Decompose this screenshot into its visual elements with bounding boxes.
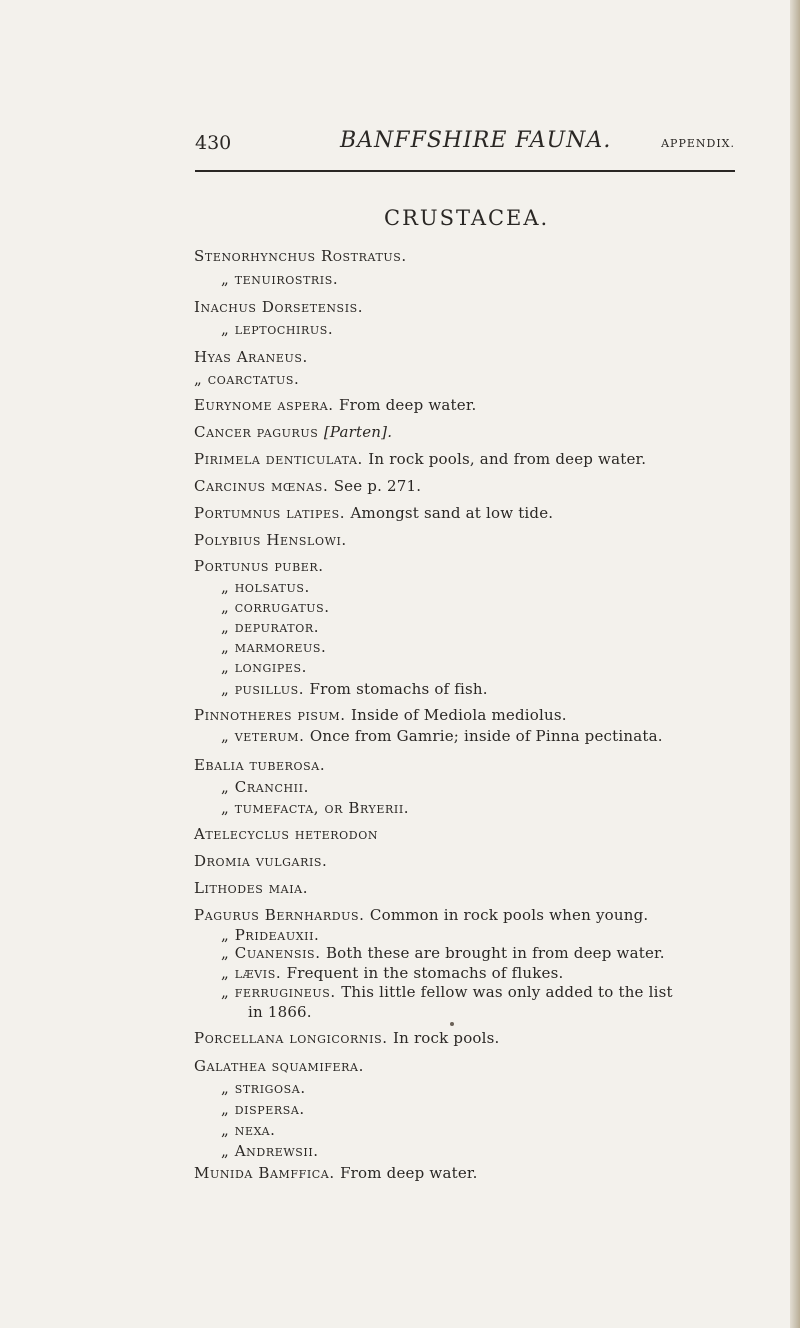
list-line [194,1029,500,1047]
section-heading: CRUSTACEA. [384,206,550,230]
list-line [194,756,325,774]
species-name: „ depurator. [221,618,320,636]
species-note: In rock pools, and from deep water. [368,450,647,468]
species-name: „ pusillus. [221,680,305,698]
species-name: „ Andrewsii. [221,1142,319,1160]
list-line [194,852,327,870]
species-note: Both these are brought in from deep water. [325,944,665,962]
list-line [221,270,338,288]
species-name: „ coarctatus. [194,370,300,388]
list-line [194,396,477,414]
list-line [221,680,488,698]
species-name: Portunus puber. [194,557,324,575]
species-name: „ lævis. [221,964,282,982]
running-title: BANFFSHIRE FAUNA. [340,128,612,153]
species-name: Portumnus latipes. [194,504,346,522]
species-note: Frequent in the stomachs of flukes. [286,964,564,982]
list-line [221,618,319,636]
species-name: „ dispersa. [221,1100,305,1118]
species-name: Eurynome aspera. [194,396,334,414]
list-line [221,578,310,596]
page-number: 430 [195,132,232,154]
list-line [221,1121,276,1139]
list-line [221,964,563,982]
species-name: „ Cuanensis. [221,944,321,962]
species-name: „ Cranchii. [221,778,309,796]
species-name: Cancer pagurus [194,423,319,441]
list-line [194,450,646,468]
species-name: Hyas Araneus. [194,348,308,366]
list-line [194,348,308,366]
list-line [194,423,392,441]
species-name: „ marmoreus. [221,638,327,656]
species-note: From stomachs of fish. [309,680,488,698]
species-name: „ holsatus. [221,578,310,596]
list-line [194,706,567,724]
list-line [194,879,308,897]
species-name: „ nexa. [221,1121,276,1139]
species-note: See p. 271. [333,477,422,495]
list-line [194,825,378,843]
list-line [221,598,330,616]
species-name: Pirimela denticulata. [194,450,363,468]
list-line [221,727,663,745]
species-note: This little fellow was only added to the list [341,983,673,1001]
section-label: APPENDIX. [661,137,735,150]
species-name: Carcinus mœnas. [194,477,329,495]
list-line [194,247,407,265]
list-line [194,298,363,316]
ink-spot [450,1022,454,1026]
species-name: Porcellana longicornis. [194,1029,388,1047]
list-line [221,799,409,817]
species-name: Galathea squamifera. [194,1057,364,1075]
list-line [194,370,299,388]
species-name: Ebalia tuberosa. [194,756,326,774]
list-line [194,477,421,495]
species-note: Inside of Mediola mediolus. [351,706,567,724]
species-name: Polybius Henslowi. [194,531,347,549]
page-edge [790,0,800,1328]
list-line [194,504,553,522]
species-name: Dromia vulgaris. [194,852,328,870]
species-name: Atelecyclus heterodon [194,825,379,843]
species-name: Inachus Dorsetensis. [194,298,364,316]
species-name: „ Prideauxii. [221,926,320,944]
species-name: „ leptochirus. [221,320,334,338]
list-line [221,778,309,796]
species-name: Stenorhynchus Rostratus. [194,247,407,265]
list-line [194,1164,478,1182]
species-name: „ ferrugineus. [221,983,336,1001]
list-line [221,638,326,656]
list-line [221,1079,306,1097]
species-name: „ veterum. [221,727,305,745]
list-line [248,1003,312,1021]
species-name: „ tumefacta, or Bryerii. [221,799,410,817]
species-note: in 1866. [248,1003,312,1021]
list-line [221,1142,319,1160]
list-line [194,906,648,924]
list-line [221,1100,305,1118]
species-name: Lithodes maia. [194,879,309,897]
species-name: Munida Bamffica. [194,1164,335,1182]
species-note: [Parten]. [323,423,393,441]
species-note: Amongst sand at low tide. [350,504,554,522]
species-note: In rock pools. [392,1029,500,1047]
species-name: Pinnotheres pisum. [194,706,346,724]
species-name: „ tenuirostris. [221,270,339,288]
list-line [221,944,665,962]
list-line [194,1057,364,1075]
species-note: Common in rock pools when young. [369,906,649,924]
species-note: Once from Gamrie; inside of Pinna pectinata. [309,727,663,745]
list-line [221,926,319,944]
list-line [194,557,324,575]
species-name: „ longipes. [221,658,307,676]
species-name: „ corrugatus. [221,598,330,616]
list-line [221,658,307,676]
list-line [194,531,347,549]
species-name: „ strigosa. [221,1079,306,1097]
species-note: From deep water. [339,396,477,414]
list-line [221,983,673,1001]
species-note: From deep water. [340,1164,478,1182]
list-line [221,320,333,338]
species-name: Pagurus Bernhardus. [194,906,365,924]
